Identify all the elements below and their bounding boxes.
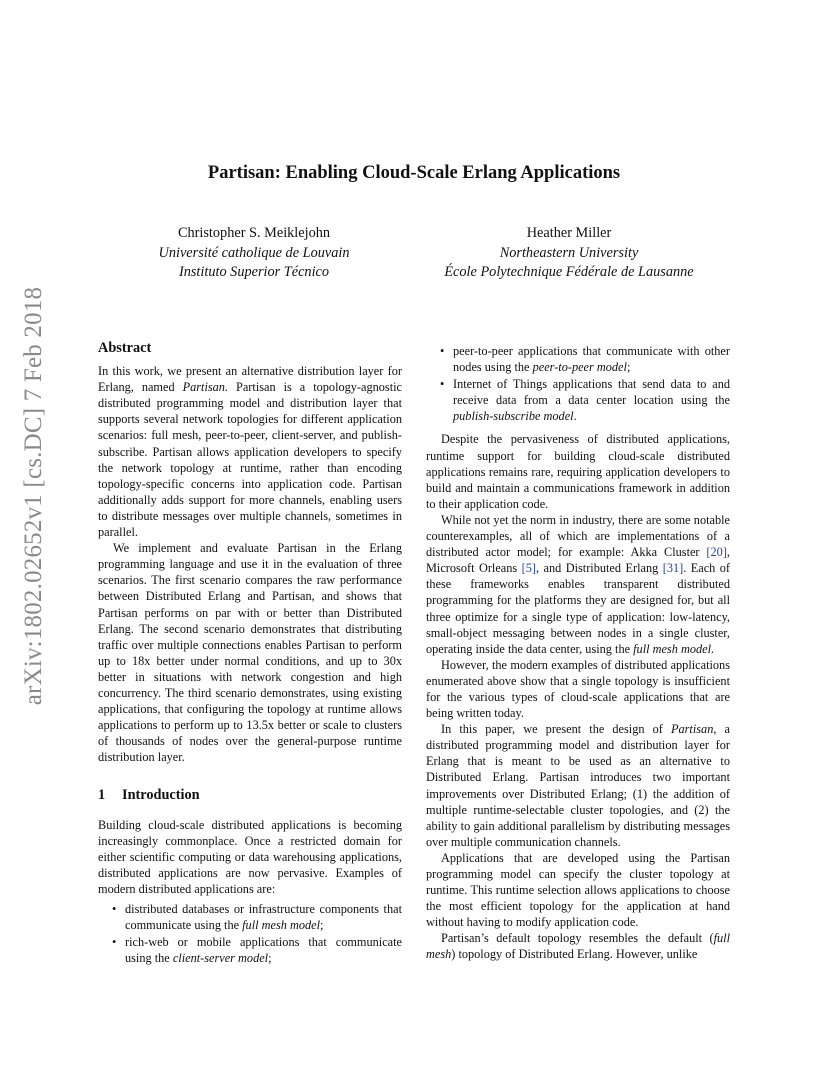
list-item <box>426 343 730 375</box>
text-run: distributed databases or infrastructure components that communicate using the <box>125 902 402 933</box>
abstract-heading: Abstract <box>98 340 152 356</box>
text-run: ; <box>626 360 631 375</box>
text-run: In this paper, we present the design of <box>441 722 671 737</box>
section-number: 1 <box>98 787 106 804</box>
author-block <box>389 224 749 283</box>
text-run-italic: client-server model <box>172 951 269 966</box>
text-run: ; <box>268 951 272 966</box>
text-run-italic: full mesh model <box>242 918 321 933</box>
text-run: ) topology of Distributed Erlang. However, unlike <box>451 947 698 962</box>
body-paragraph <box>426 512 730 657</box>
citation-link[interactable]: [5] <box>521 561 536 576</box>
abstract-paragraph <box>98 363 402 540</box>
author-affiliation: École Polytechnique Fédérale de Lausanne <box>444 264 694 280</box>
text-run-italic: full mesh model <box>633 641 711 656</box>
text-run: . <box>711 641 715 656</box>
text-run: Internet of Things applications that send data to and receive data from a data center location using the <box>453 377 730 408</box>
text-run: . Each of these frameworks enables transparent distributed programming for the platforms they are designed for, but all three optimize for a single type of application: low-latency, small-object messaging between nodes in a single cluster, operating inside the data center, using the <box>426 561 731 656</box>
text-run: . <box>573 409 577 424</box>
text-run-italic: full mesh <box>426 931 730 962</box>
author-name: Heather Miller <box>526 225 612 241</box>
text-run: While not yet the norm in industry, there are some notable counterexamples, all of which are implementations of a distributed actor model; for example: Akka Cluster <box>426 512 730 560</box>
body-paragraph <box>426 721 730 850</box>
list-item <box>426 376 730 424</box>
author-name: Christopher S. Meiklejohn <box>177 225 331 241</box>
text-run: peer-to-peer applications that communicate with other nodes using the <box>453 344 730 375</box>
text-run: Partisan is a topology-agnostic distributed programming model and distribution layer that supports several network topologies for different application scenarios: full mesh, peer-to-peer, client-server, and publish-subscribe. Partisan allows application developers to specify the network topology at runtime, rather than encoding topology-specific concerns into application code. Partisan additionally adds support for more channels, enabling users to distribute messages over multiple channels, sometimes in parallel. <box>98 380 403 540</box>
text-run: rich-web or mobile applications that communicate using the <box>125 935 402 966</box>
author-affiliation: Université catholique de Louvain <box>158 244 350 261</box>
list-item <box>98 934 402 966</box>
text-run-italic: publish-subscribe model <box>453 409 574 424</box>
text-run: Partisan’s default topology resembles the default ( <box>441 931 714 946</box>
list-item <box>98 901 402 933</box>
body-paragraph <box>426 930 730 962</box>
abstract-paragraph: We implement and evaluate Partisan in the Erlang programming language and use it in the evaluation of three scenarios. The first scenario compares the raw performance between Distributed Erlang and Partisan, and shows that Partisan performs on par with or better than Distributed Erlang. The second scenario demonstrates that distributing traffic over multiple connections enables Partisan to perform up to 18x better under normal conditions, and up to 30x better in situations with network congestion and high concurrency. The third scenario demonstrates, using existing applications, that configuring the topology at runtime allows applications to perform up to 13.5x better or scale to clusters of thousands of nodes over the general-purpose runtime distribution layer. <box>98 541 402 765</box>
author-block <box>94 224 414 283</box>
citation-link[interactable]: [31] <box>662 561 684 576</box>
text-run-italic: peer-to-peer model <box>532 360 627 375</box>
author-affiliation: Northeastern University <box>499 244 639 261</box>
text-run-italic: Partisan. <box>182 380 229 395</box>
arxiv-identifier-text: arXiv:1802.02652v1 [cs.DC] 7 Feb 2018 <box>20 286 47 706</box>
section-heading <box>98 787 402 803</box>
text-run: In this work, we present an alternative distribution layer for Erlang, named <box>98 364 402 395</box>
body-paragraph: Despite the pervasiveness of distributed applications, runtime support for building cloud-scale distributed applications remains rare, requiring application developers to build and maintain a communications framework in addition to their application code. <box>426 432 730 511</box>
paper-title: Partisan: Enabling Cloud-Scale Erlang Applications <box>207 163 621 183</box>
body-paragraph: However, the modern examples of distributed applications enumerated above show that a single topology is insufficient for the various types of cloud-scale applications that are being written today. <box>426 657 730 721</box>
text-run: ; <box>320 918 324 933</box>
text-run: , Microsoft Orleans <box>426 545 730 576</box>
left-column <box>98 340 402 969</box>
text-run: , and Distributed Erlang <box>535 561 663 576</box>
body-paragraph: Applications that are developed using the Partisan programming model can specify the cluster topology at runtime. This runtime selection allows applications to choose the most efficient topology for the application at hand without having to modify application code. <box>426 850 730 930</box>
author-affiliation: Instituto Superior Técnico <box>178 264 330 280</box>
section-title: Introduction <box>122 787 200 804</box>
citation-link[interactable]: [20] <box>706 545 727 560</box>
right-column <box>426 343 730 963</box>
text-run-italic: Partisan <box>670 722 714 737</box>
bullet-list <box>426 343 730 424</box>
text-run: , a distributed programming model and distribution layer for Erlang that is meant to be used as an alternative to Distributed Erlang. Partisan introduces two important improvements over Distributed Erlang; (1) the addition of multiple runtime-selectable cluster topologies, and (2) the ability to gain additional parallelism by distributing messages over multiple communication channels. <box>426 722 730 849</box>
body-paragraph: Building cloud-scale distributed applications is becoming increasingly commonplace. Once a restricted domain for either scientific computing or data warehousing applications, distributed applications are now pervasive. Examples of modern distributed applications are: <box>98 817 402 896</box>
bullet-list <box>98 901 402 966</box>
arxiv-identifier <box>16 286 52 706</box>
